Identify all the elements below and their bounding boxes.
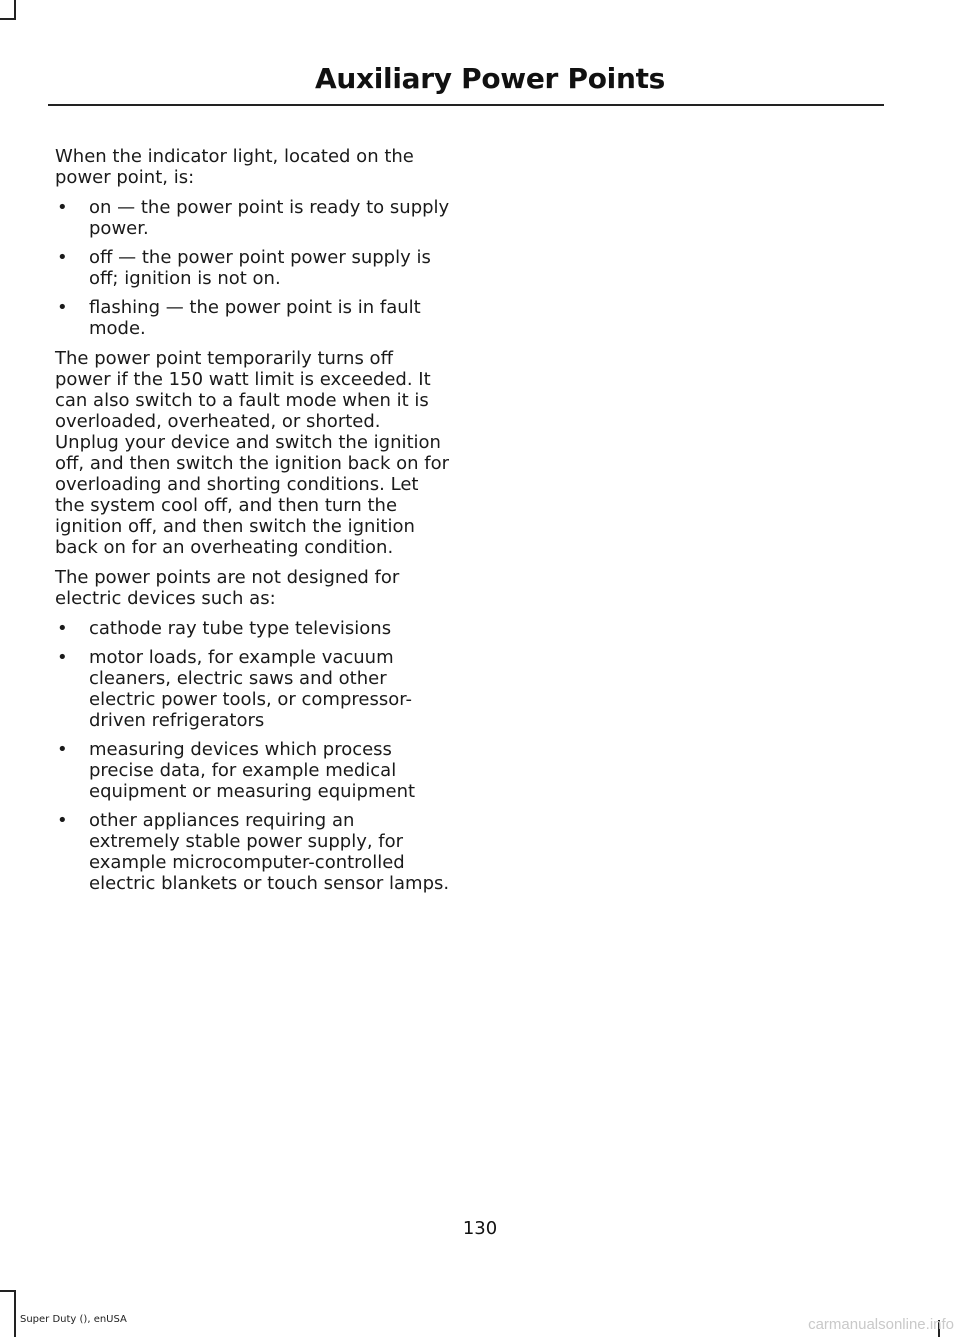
list-item-text: off — the power point power supply is off; ignition is not on. <box>89 247 431 289</box>
unsupported-devices-list <box>55 618 450 894</box>
indicator-intro: When the indicator light, located on the power point, is: <box>55 146 414 188</box>
list-item-text: other appliances requiring an extremely stable power supply, for example microcomputer-controlled electric blankets or touch sensor lamps. <box>89 810 450 894</box>
indicator-state-list <box>55 197 450 339</box>
fault-mode-paragraph: The power point temporarily turns off power if the 150 watt limit is exceeded. It can also switch to a fault mode when it is overloaded, overheated, or shorted. Unplug your device and switch the ignition off, and then switch the ignition back on for overloading and shorting conditions. Let the system cool off, and then turn the ignition off, and then switch the ignition back on for an overheating condition. <box>55 348 449 558</box>
bullet-glyph: • <box>57 618 68 639</box>
list-item-text: cathode ray tube type televisions <box>89 618 392 639</box>
list-item <box>55 197 450 239</box>
page-number: 130 <box>462 1218 498 1239</box>
bullet-glyph: • <box>57 197 68 218</box>
title-divider <box>48 104 884 106</box>
page-title: Auxiliary Power Points <box>314 62 666 95</box>
list-item <box>55 810 450 894</box>
list-item-text: measuring devices which process precise data, for example medical equipment or measuring equipment <box>89 739 416 802</box>
content-column <box>55 146 450 903</box>
list-item <box>55 739 450 802</box>
list-item-text: flashing — the power point is in fault mode. <box>89 297 421 339</box>
list-item <box>55 647 450 731</box>
list-item <box>55 618 450 639</box>
list-item-text: on — the power point is ready to supply power. <box>89 197 450 239</box>
list-item <box>55 247 450 289</box>
bullet-glyph: • <box>57 297 68 318</box>
devices-intro: The power points are not designed for electric devices such as: <box>55 567 400 609</box>
crop-mark-top-left-horizontal <box>0 18 16 20</box>
publication-footer: Super Duty (), enUSA <box>20 1314 127 1325</box>
bullet-glyph: • <box>57 647 68 668</box>
crop-mark-bottom-left-horizontal <box>0 1290 16 1292</box>
bullet-glyph: • <box>57 739 68 760</box>
list-item-text: motor loads, for example vacuum cleaners, electric saws and other electric power tools, or compressor-driven refrigerators <box>89 647 412 731</box>
crop-mark-bottom-left-vertical <box>14 1290 16 1337</box>
bullet-glyph: • <box>57 247 68 268</box>
crop-mark-top-left-vertical <box>14 0 16 20</box>
bullet-glyph: • <box>57 810 68 831</box>
list-item <box>55 297 450 339</box>
site-watermark: carmanualsonline.info <box>808 1316 954 1333</box>
